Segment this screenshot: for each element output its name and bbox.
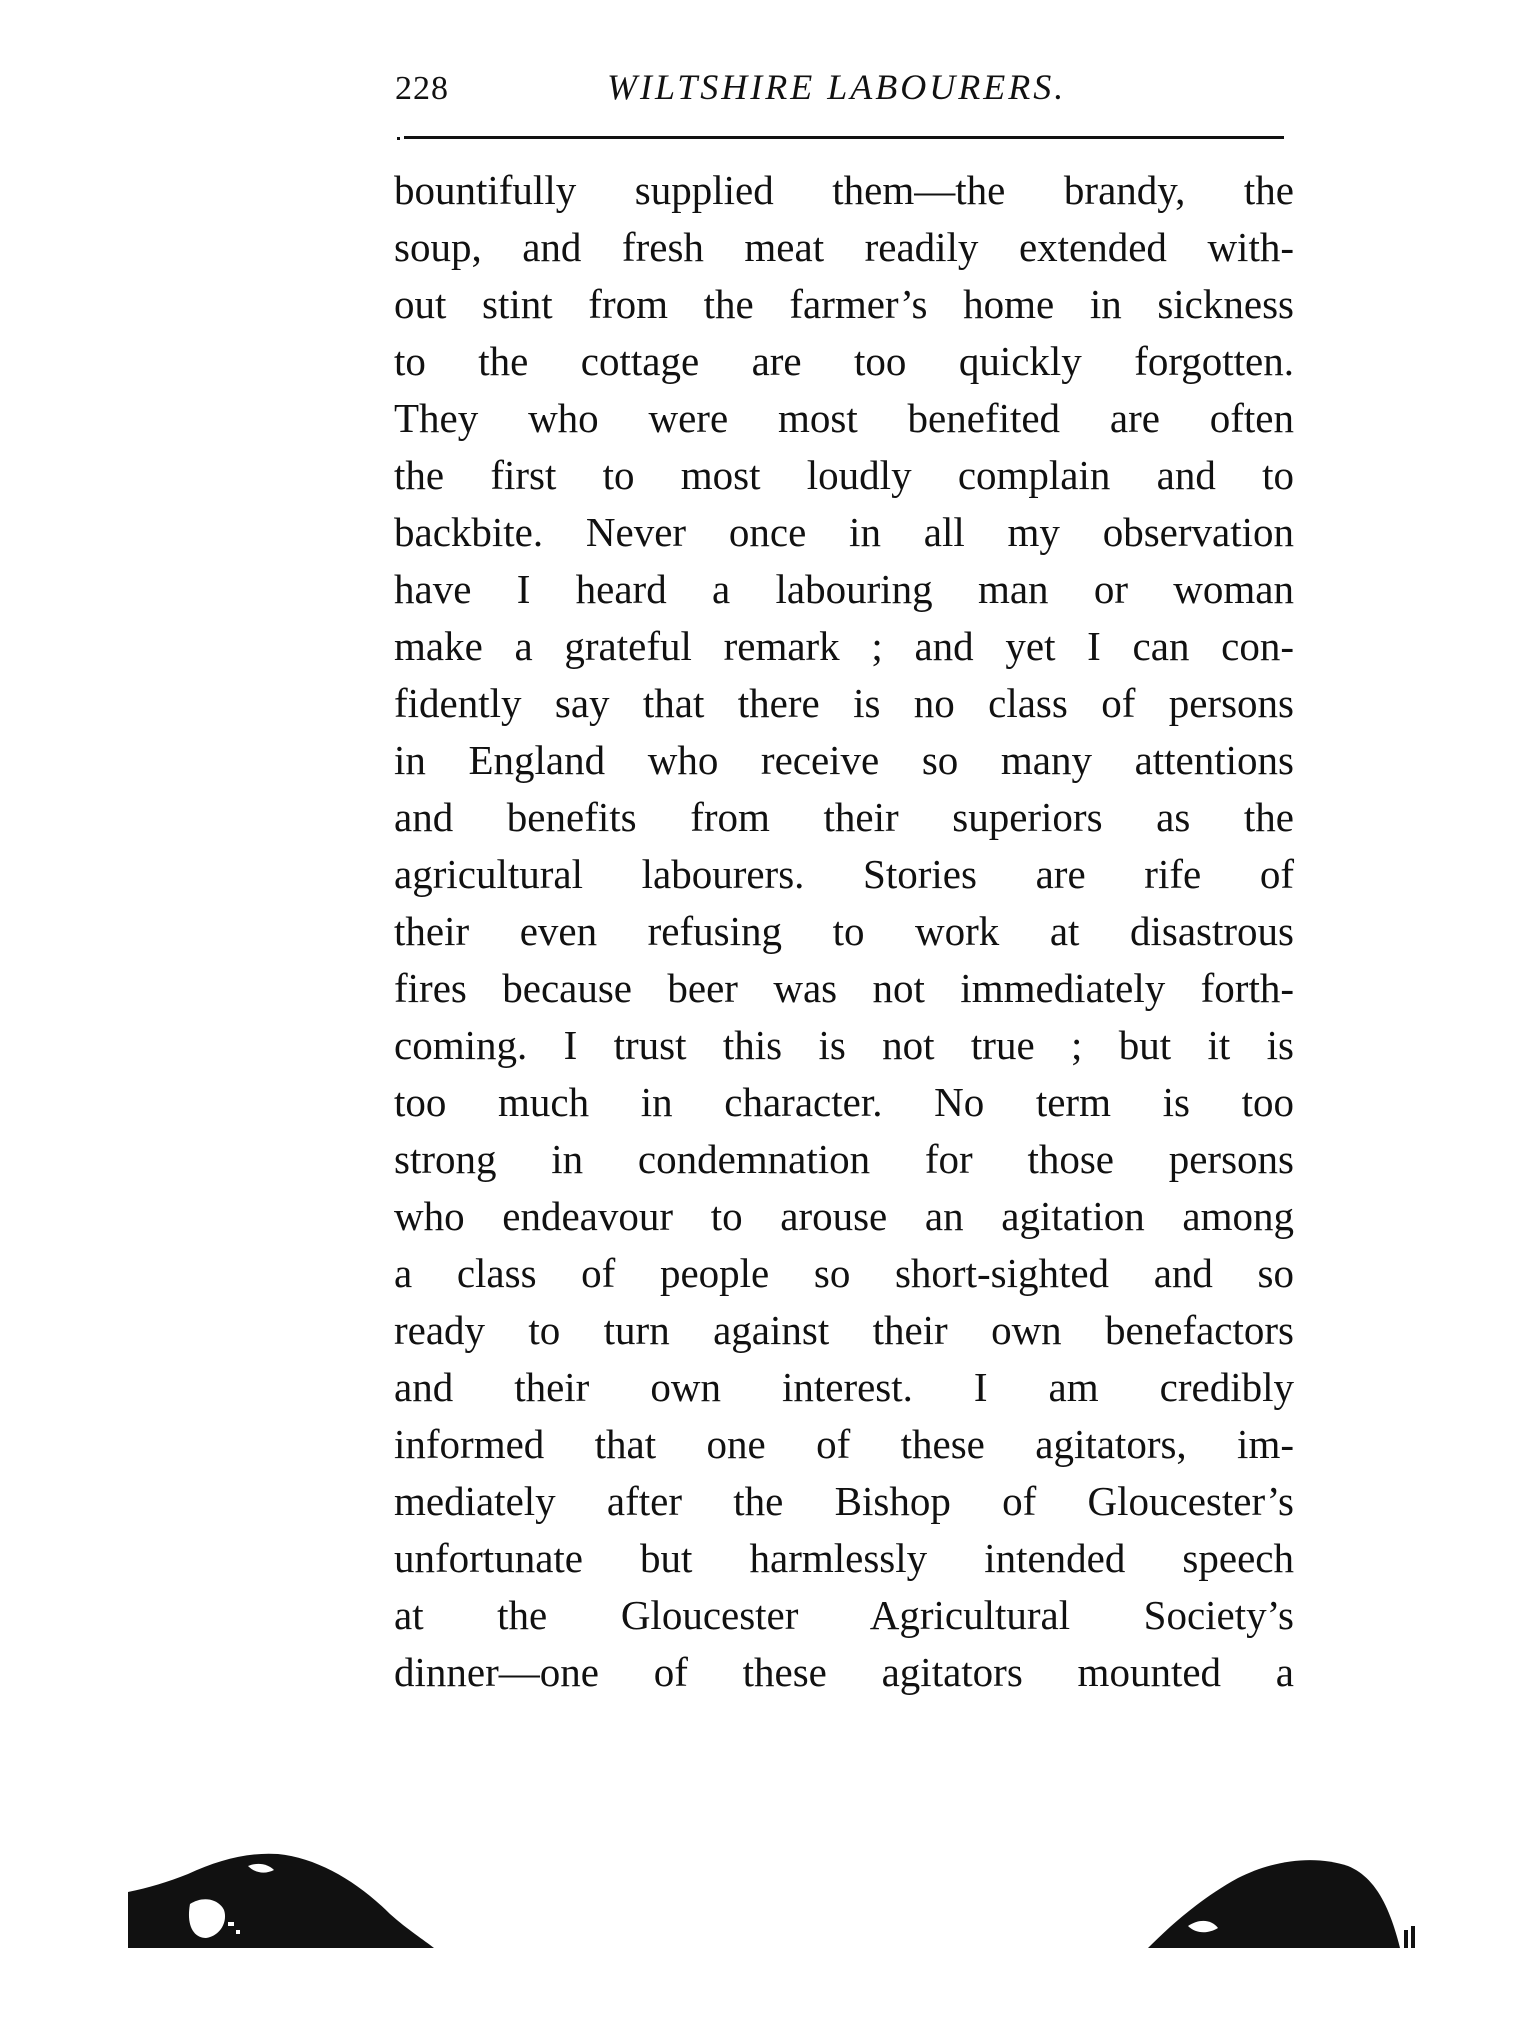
text-line: backbite. Never once in all my observation bbox=[394, 509, 1294, 555]
text-line: They who were most benefited are often bbox=[394, 395, 1294, 441]
text-line: ready to turn against their own benefactors bbox=[394, 1307, 1294, 1353]
text-line: agricultural labourers. Stories are rife of bbox=[394, 851, 1294, 897]
page-header bbox=[395, 62, 1285, 122]
text-line: and their own interest. I am credibly bbox=[394, 1364, 1294, 1410]
text-line: make a grateful remark ; and yet I can con- bbox=[394, 623, 1294, 669]
text-line: mediately after the Bishop of Gloucester’s bbox=[394, 1478, 1294, 1524]
rule-dot bbox=[397, 137, 400, 140]
scan-blot-icon bbox=[128, 1852, 434, 1948]
page-number: 228 bbox=[395, 70, 449, 107]
running-head: WILTSHIRE LABOURERS. bbox=[607, 67, 1067, 107]
text-line: strong in condemnation for those persons bbox=[394, 1136, 1294, 1182]
text-line: too much in character. No term is too bbox=[394, 1079, 1294, 1125]
text-line: the first to most loudly complain and to bbox=[394, 452, 1294, 498]
text-line: to the cottage are too quickly forgotten. bbox=[394, 338, 1294, 384]
text-line: at the Gloucester Agricultural Society’s bbox=[394, 1592, 1294, 1638]
text-line: dinner—one of these agitators mounted a bbox=[394, 1649, 1294, 1695]
text-line: bountifully supplied them—the brandy, the bbox=[394, 167, 1294, 213]
text-line: fidently say that there is no class of persons bbox=[394, 680, 1294, 726]
text-line: soup, and fresh meat readily extended with- bbox=[394, 224, 1294, 270]
text-line: have I heard a labouring man or woman bbox=[394, 566, 1294, 612]
scan-blot-icon bbox=[1148, 1856, 1418, 1948]
text-line: a class of people so short-sighted and so bbox=[394, 1250, 1294, 1296]
text-line: fires because beer was not immediately forth- bbox=[394, 965, 1294, 1011]
body-text bbox=[394, 162, 1294, 1701]
text-line: informed that one of these agitators, im- bbox=[394, 1421, 1294, 1467]
header-rule bbox=[404, 136, 1284, 139]
text-line: coming. I trust this is not true ; but it is bbox=[394, 1022, 1294, 1068]
text-line: and benefits from their superiors as the bbox=[394, 794, 1294, 840]
text-line: their even refusing to work at disastrous bbox=[394, 908, 1294, 954]
text-line: unfortunate but harmlessly intended speech bbox=[394, 1535, 1294, 1581]
text-line: who endeavour to arouse an agitation among bbox=[394, 1193, 1294, 1239]
text-line: in England who receive so many attentions bbox=[394, 737, 1294, 783]
text-line: out stint from the farmer’s home in sickness bbox=[394, 281, 1294, 327]
